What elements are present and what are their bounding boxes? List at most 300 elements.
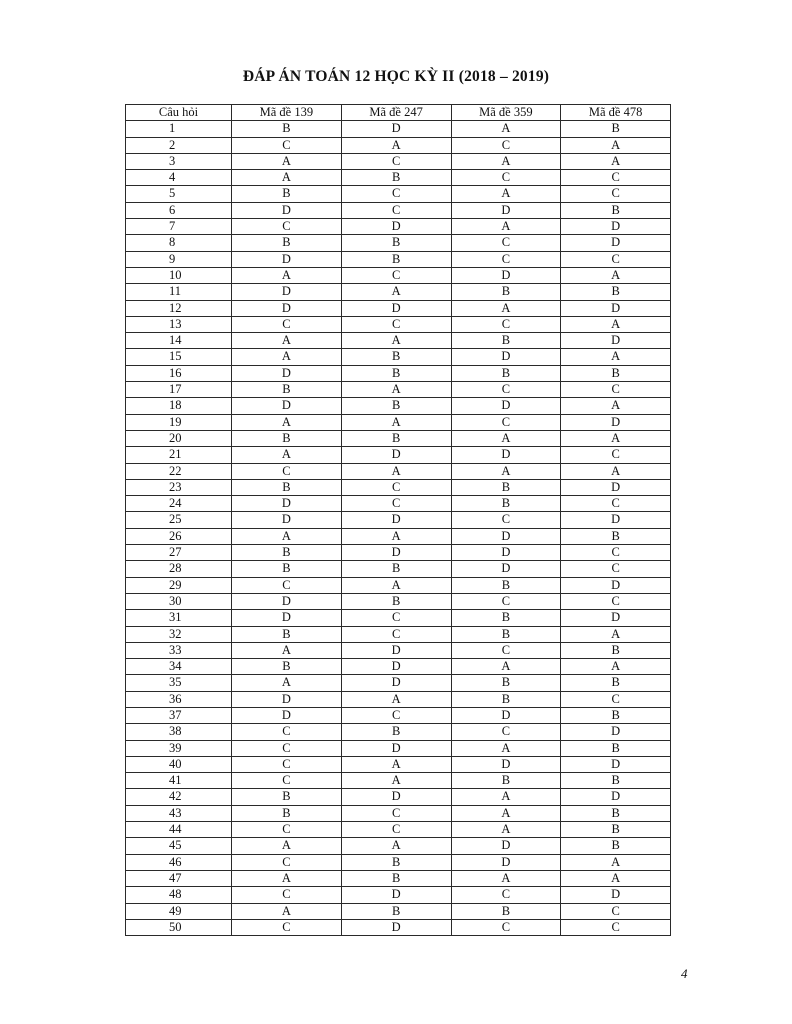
table-row [126,642,671,658]
table-row [126,854,671,870]
answer-359: D [451,756,561,772]
answer-478: A [561,153,671,169]
answer-478: B [561,528,671,544]
answer-139: A [232,153,342,169]
answer-139: D [232,496,342,512]
answer-478: B [561,365,671,381]
answer-139: D [232,691,342,707]
table-row [126,626,671,642]
answer-478: A [561,316,671,332]
table-row [126,919,671,935]
answer-247: D [341,512,451,528]
table-row [126,691,671,707]
answer-247: B [341,365,451,381]
answer-359: C [451,137,561,153]
page-number: 4 [681,966,688,981]
answer-139: C [232,887,342,903]
answer-139: B [232,235,342,251]
question-number: 7 [126,219,232,235]
question-number: 27 [126,545,232,561]
header-code-478: Mã đề 478 [561,105,671,121]
answer-478: D [561,887,671,903]
answer-247: D [341,740,451,756]
answer-247: C [341,707,451,723]
question-number: 10 [126,267,232,283]
question-number: 37 [126,707,232,723]
table-row [126,838,671,854]
table-row [126,659,671,675]
answer-478: A [561,659,671,675]
answer-247: B [341,430,451,446]
answer-247: B [341,593,451,609]
question-number: 29 [126,577,232,593]
question-number: 21 [126,447,232,463]
table-row [126,496,671,512]
answer-359: B [451,675,561,691]
answer-139: C [232,822,342,838]
question-number: 6 [126,202,232,218]
answer-139: A [232,267,342,283]
question-number: 14 [126,333,232,349]
answer-139: B [232,121,342,137]
answer-478: C [561,919,671,935]
answer-359: B [451,903,561,919]
table-row [126,675,671,691]
answer-139: A [232,838,342,854]
answer-139: C [232,854,342,870]
answer-247: D [341,789,451,805]
answer-478: A [561,398,671,414]
answer-139: A [232,349,342,365]
answer-247: C [341,186,451,202]
answer-478: C [561,170,671,186]
answer-247: A [341,137,451,153]
page-title: ĐÁP ÁN TOÁN 12 HỌC KỲ II (2018 – 2019) [242,68,550,85]
answer-478: B [561,202,671,218]
answer-359: A [451,805,561,821]
header-code-247: Mã đề 247 [341,105,451,121]
table-row [126,479,671,495]
answer-139: A [232,447,342,463]
table-row [126,186,671,202]
answer-359: B [451,691,561,707]
table-row [126,170,671,186]
table-row [126,805,671,821]
question-number: 31 [126,610,232,626]
question-number: 33 [126,642,232,658]
table-row [126,756,671,772]
table-row [126,137,671,153]
answer-139: C [232,773,342,789]
table-row [126,121,671,137]
answer-247: A [341,838,451,854]
question-number: 12 [126,300,232,316]
answer-247: A [341,333,451,349]
answer-359: C [451,170,561,186]
answer-139: B [232,479,342,495]
table-row [126,773,671,789]
answer-478: D [561,610,671,626]
answer-359: D [451,349,561,365]
answer-139: B [232,805,342,821]
answer-139: C [232,756,342,772]
question-number: 49 [126,903,232,919]
answer-478: C [561,186,671,202]
table-row [126,545,671,561]
answer-359: C [451,235,561,251]
question-number: 39 [126,740,232,756]
answer-247: A [341,463,451,479]
answer-478: A [561,626,671,642]
answer-478: B [561,805,671,821]
answer-478: D [561,235,671,251]
answer-247: D [341,545,451,561]
table-row [126,251,671,267]
answer-359: B [451,610,561,626]
table-row [126,365,671,381]
answer-359: C [451,414,561,430]
answer-247: B [341,870,451,886]
table-row [126,870,671,886]
answer-478: B [561,740,671,756]
answer-247: B [341,251,451,267]
answer-478: B [561,284,671,300]
answer-139: C [232,316,342,332]
answer-478: C [561,447,671,463]
answer-478: D [561,756,671,772]
answer-359: B [451,626,561,642]
answer-359: D [451,202,561,218]
answer-359: C [451,724,561,740]
table-row [126,153,671,169]
answer-139: B [232,789,342,805]
answer-139: B [232,545,342,561]
answer-247: C [341,202,451,218]
question-number: 24 [126,496,232,512]
answer-139: C [232,724,342,740]
answer-478: C [561,496,671,512]
table-row [126,267,671,283]
answer-139: D [232,610,342,626]
answer-139: A [232,870,342,886]
question-number: 4 [126,170,232,186]
answer-359: D [451,267,561,283]
answer-359: B [451,479,561,495]
answer-359: B [451,773,561,789]
answer-359: A [451,740,561,756]
answer-478: D [561,300,671,316]
answer-247: C [341,610,451,626]
question-number: 41 [126,773,232,789]
answer-359: D [451,447,561,463]
answer-359: A [451,822,561,838]
answer-359: B [451,496,561,512]
answer-139: A [232,642,342,658]
question-number: 2 [126,137,232,153]
table-row [126,724,671,740]
answer-478: D [561,577,671,593]
answer-139: D [232,707,342,723]
answer-139: A [232,675,342,691]
table-row [126,398,671,414]
question-number: 5 [126,186,232,202]
answer-247: C [341,153,451,169]
table-row [126,903,671,919]
answer-247: A [341,284,451,300]
answer-247: A [341,756,451,772]
question-number: 34 [126,659,232,675]
answer-478: C [561,561,671,577]
question-number: 3 [126,153,232,169]
answer-478: B [561,773,671,789]
answer-478: C [561,251,671,267]
answer-359: D [451,838,561,854]
table-row [126,349,671,365]
answer-key-table [125,104,671,936]
table-row [126,219,671,235]
answer-359: A [451,300,561,316]
answer-247: B [341,903,451,919]
answer-359: B [451,284,561,300]
table-row [126,577,671,593]
answer-478: A [561,854,671,870]
answer-139: A [232,170,342,186]
table-row [126,235,671,251]
answer-139: A [232,903,342,919]
question-number: 43 [126,805,232,821]
answer-247: D [341,300,451,316]
answer-139: D [232,398,342,414]
answer-478: D [561,512,671,528]
answer-247: D [341,219,451,235]
answer-139: B [232,382,342,398]
answer-359: A [451,870,561,886]
table-row [126,512,671,528]
question-number: 36 [126,691,232,707]
answer-139: B [232,186,342,202]
answer-359: C [451,919,561,935]
answer-139: A [232,333,342,349]
answer-247: D [341,675,451,691]
question-number: 1 [126,121,232,137]
table-header-row [126,105,671,121]
answer-478: D [561,724,671,740]
question-number: 18 [126,398,232,414]
answer-359: C [451,251,561,267]
answer-359: D [451,398,561,414]
answer-478: D [561,219,671,235]
answer-247: D [341,919,451,935]
table-row [126,202,671,218]
answer-247: C [341,496,451,512]
question-number: 46 [126,854,232,870]
table-row [126,430,671,446]
answer-247: B [341,561,451,577]
answer-359: A [451,219,561,235]
answer-139: A [232,414,342,430]
question-number: 22 [126,463,232,479]
answer-247: B [341,398,451,414]
question-number: 17 [126,382,232,398]
question-number: 25 [126,512,232,528]
answer-478: A [561,137,671,153]
question-number: 45 [126,838,232,854]
answer-247: C [341,316,451,332]
answer-478: B [561,121,671,137]
question-number: 30 [126,593,232,609]
question-number: 16 [126,365,232,381]
answer-247: D [341,659,451,675]
question-number: 42 [126,789,232,805]
answer-359: D [451,561,561,577]
table-row [126,300,671,316]
table-row [126,382,671,398]
answer-247: A [341,528,451,544]
table-row [126,740,671,756]
question-number: 20 [126,430,232,446]
answer-139: B [232,659,342,675]
question-number: 9 [126,251,232,267]
question-number: 44 [126,822,232,838]
question-number: 32 [126,626,232,642]
question-number: 35 [126,675,232,691]
answer-359: A [451,789,561,805]
answer-247: B [341,724,451,740]
answer-247: C [341,479,451,495]
answer-359: D [451,854,561,870]
answer-247: A [341,773,451,789]
answer-247: A [341,382,451,398]
answer-247: A [341,577,451,593]
answer-139: B [232,561,342,577]
answer-478: B [561,642,671,658]
question-number: 47 [126,870,232,886]
answer-478: D [561,414,671,430]
question-number: 48 [126,887,232,903]
answer-478: C [561,903,671,919]
answer-478: B [561,707,671,723]
question-number: 40 [126,756,232,772]
answer-139: C [232,577,342,593]
question-number: 11 [126,284,232,300]
answer-139: B [232,626,342,642]
table-row [126,707,671,723]
answer-359: A [451,430,561,446]
answer-359: C [451,642,561,658]
answer-478: C [561,382,671,398]
question-number: 15 [126,349,232,365]
answer-359: D [451,707,561,723]
question-number: 13 [126,316,232,332]
answer-139: C [232,463,342,479]
answer-359: C [451,887,561,903]
answer-247: C [341,626,451,642]
answer-478: A [561,463,671,479]
answer-139: B [232,430,342,446]
answer-359: D [451,545,561,561]
question-number: 23 [126,479,232,495]
table-row [126,463,671,479]
answer-478: A [561,349,671,365]
answer-359: C [451,512,561,528]
table-row [126,822,671,838]
answer-478: A [561,267,671,283]
answer-359: C [451,382,561,398]
answer-359: B [451,577,561,593]
answer-478: B [561,838,671,854]
answer-139: D [232,593,342,609]
table-row [126,593,671,609]
answer-247: B [341,170,451,186]
answer-247: B [341,235,451,251]
question-number: 8 [126,235,232,251]
answer-359: B [451,333,561,349]
answer-478: B [561,675,671,691]
answer-139: D [232,365,342,381]
answer-139: D [232,202,342,218]
answer-359: A [451,659,561,675]
answer-359: D [451,528,561,544]
answer-139: D [232,251,342,267]
table-row [126,610,671,626]
table-row [126,333,671,349]
answer-247: C [341,822,451,838]
question-number: 28 [126,561,232,577]
answer-139: D [232,300,342,316]
table-row [126,887,671,903]
answer-359: A [451,153,561,169]
answer-rows [126,121,671,936]
answer-247: D [341,121,451,137]
question-number: 38 [126,724,232,740]
table-row [126,414,671,430]
question-number: 26 [126,528,232,544]
answer-139: C [232,219,342,235]
answer-247: C [341,267,451,283]
answer-478: A [561,870,671,886]
answer-247: D [341,642,451,658]
answer-359: B [451,365,561,381]
question-number: 50 [126,919,232,935]
answer-359: A [451,121,561,137]
answer-478: A [561,430,671,446]
answer-247: D [341,887,451,903]
answer-139: A [232,528,342,544]
table-row [126,316,671,332]
answer-478: C [561,593,671,609]
answer-139: C [232,137,342,153]
answer-478: D [561,333,671,349]
answer-359: C [451,316,561,332]
answer-247: A [341,691,451,707]
answer-478: D [561,789,671,805]
answer-139: C [232,919,342,935]
answer-478: C [561,545,671,561]
answer-478: C [561,691,671,707]
table-row [126,789,671,805]
answer-247: C [341,805,451,821]
table-row [126,284,671,300]
table-row [126,561,671,577]
answer-359: A [451,463,561,479]
answer-247: B [341,349,451,365]
answer-139: C [232,740,342,756]
answer-139: D [232,512,342,528]
header-code-359: Mã đề 359 [451,105,561,121]
question-number: 19 [126,414,232,430]
answer-247: A [341,414,451,430]
answer-247: D [341,447,451,463]
